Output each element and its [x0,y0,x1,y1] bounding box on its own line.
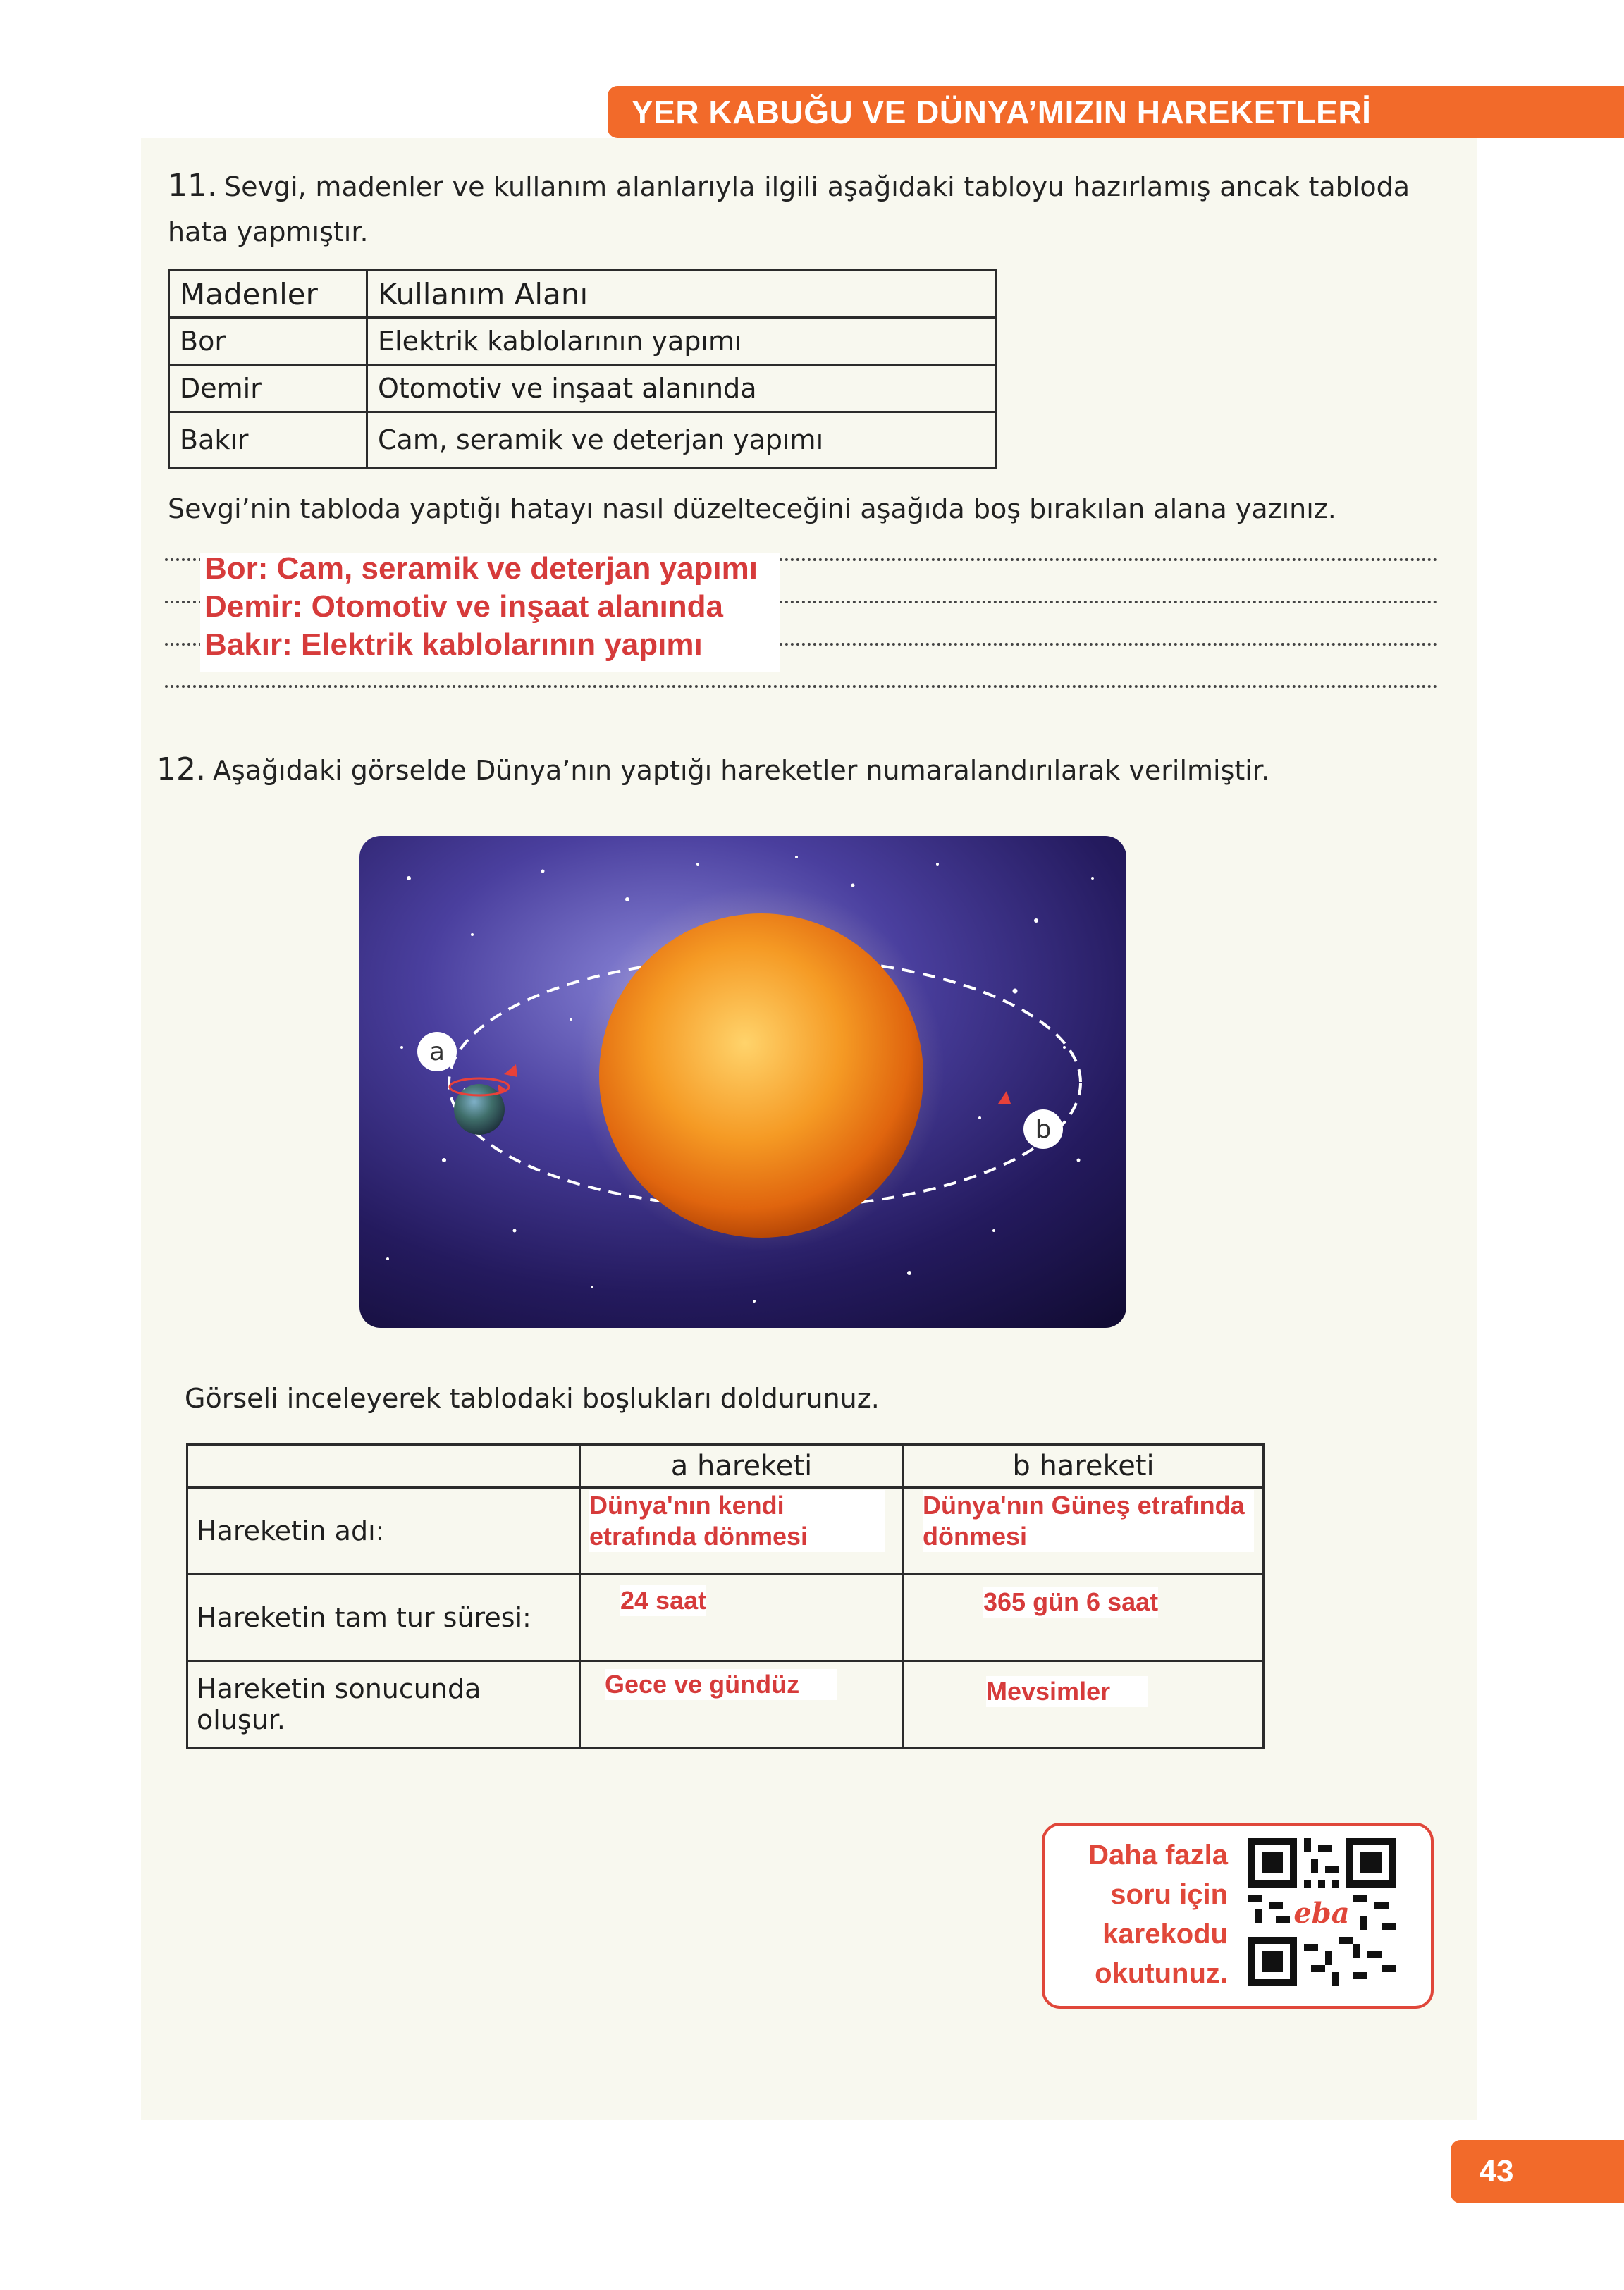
answer-line-3: Bakır: Elektrik kablolarının yapımı [204,627,703,662]
table-row [169,365,996,412]
answer-cell [904,1488,1264,1575]
movements-table [186,1443,1265,1749]
question-12-instruction: Görseli inceleyerek tablodaki boşlukları doldurunuz. [185,1383,880,1414]
mineral-cell: Demir [169,365,367,412]
usage-cell: Otomotiv ve inşaat alanında [367,365,996,412]
label-a: a [429,1038,445,1066]
eba-logo: eba [1293,1897,1350,1930]
table-row [187,1575,1264,1661]
row-label: Hareketin adı: [187,1488,580,1575]
header-minerals: Madenler [169,271,367,318]
earth-sun-orbit-image [359,836,1126,1328]
answer-cell [904,1575,1264,1661]
question-11-text [168,164,1410,254]
qr-text-line: Daha fazla [1088,1840,1228,1871]
qr-text-line: soru için [1110,1879,1228,1910]
question-11-number: 11. [168,168,217,204]
answer-cell [904,1661,1264,1748]
table-header-row [187,1445,1264,1488]
chapter-title: YER KABUĞU VE DÜNYA’MIZIN HAREKETLERİ [632,94,1372,130]
row-label: Hareketin sonucunda oluşur. [187,1661,580,1748]
header-empty [187,1445,580,1488]
row-label: Hareketin tam tur süresi: [187,1575,580,1661]
qr-promo-text [1050,1835,1228,1993]
qr-code[interactable] [1248,1838,1396,1986]
table-row [169,412,996,468]
answer-dotted-line [165,685,1438,688]
qr-text-line: karekodu [1102,1919,1228,1950]
answer-a-duration: 24 saat [620,1586,707,1615]
header-a-movement: a hareketi [580,1445,904,1488]
question-12-number: 12. [156,751,206,787]
answer-b-duration: 365 gün 6 saat [983,1587,1159,1616]
table-row [187,1488,1264,1575]
answer-b-result: Mevsimler [986,1676,1148,1707]
answer-line-2: Demir: Otomotiv ve inşaat alanında [204,589,723,624]
sun [599,913,923,1238]
answer-cell [580,1488,904,1575]
minerals-table [168,269,997,469]
answer-b-name: Dünya'nın Güneş etrafında dönmesi [923,1490,1254,1552]
mineral-cell: Bor [169,318,367,365]
question-12-text [156,751,1269,787]
table-row [169,318,996,365]
question-11-instruction: Sevgi’nin tabloda yaptığı hatayı nasıl düzelteceğini aşağıda boş bırakılan alana yazınız. [168,493,1336,524]
header-b-movement: b hareketi [904,1445,1264,1488]
mineral-cell: Bakır [169,412,367,468]
answer-cell [580,1661,904,1748]
usage-cell: Elektrik kablolarının yapımı [367,318,996,365]
table-row [187,1661,1264,1748]
header-usage: Kullanım Alanı [367,271,996,318]
question-12-body: Aşağıdaki görselde Dünya’nın yaptığı hareketler numaralandırılarak verilmiştir. [212,755,1270,786]
label-b: b [1035,1115,1052,1144]
table-header-row [169,271,996,318]
qr-text-line: okutunuz. [1095,1958,1228,1989]
answer-cell [580,1575,904,1661]
answer-a-name: Dünya'nın kendi etrafında dönmesi [589,1490,885,1552]
answer-line-1: Bor: Cam, seramik ve deterjan yapımı [204,551,758,586]
earth [454,1084,505,1135]
usage-cell: Cam, seramik ve deterjan yapımı [367,412,996,468]
page-number: 43 [1479,2154,1514,2189]
question-11-body: Sevgi, madenler ve kullanım alanlarıyla ilgili aşağıdaki tabloyu hazırlamış ancak tabloda hata yapmıştır. [168,171,1410,247]
answer-a-result: Gece ve gündüz [605,1669,837,1700]
